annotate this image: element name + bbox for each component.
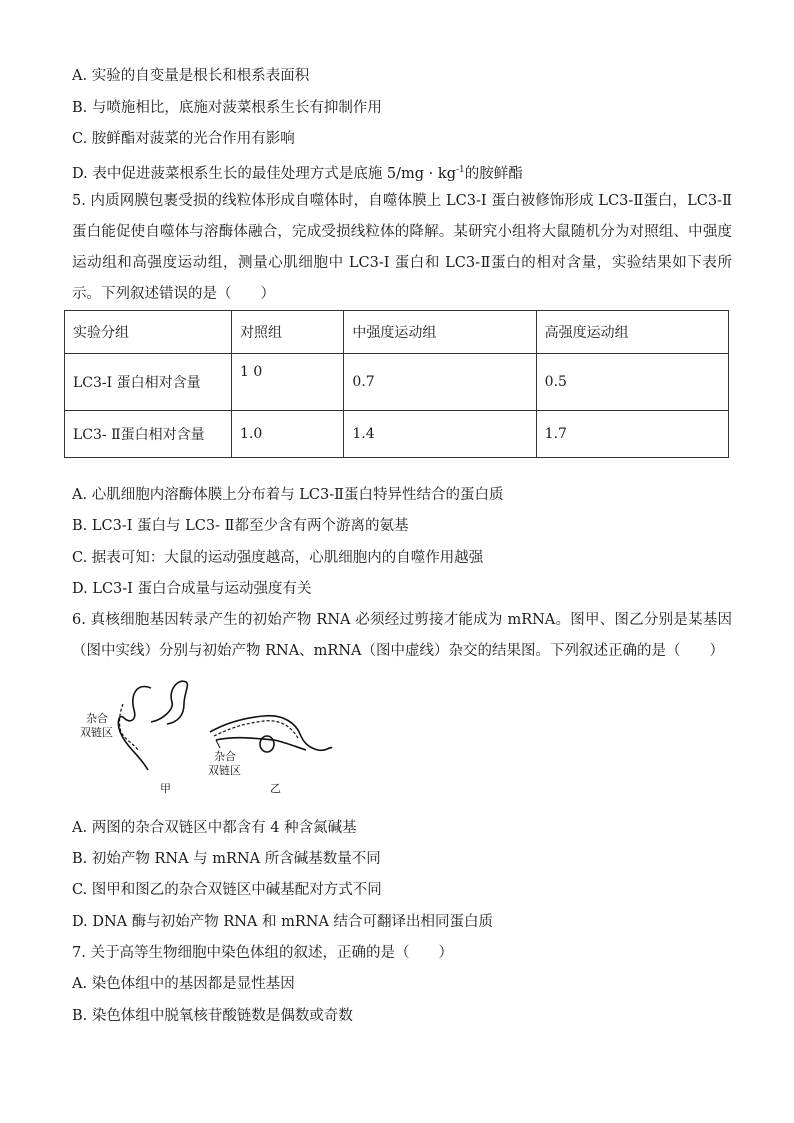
yi-gene-strand <box>210 716 332 751</box>
figure-caption-jia: 甲 <box>160 782 171 795</box>
table-cell: 1 0 <box>232 354 344 411</box>
table-cell: 0.5 <box>536 354 728 411</box>
q5-option-b: B. LC3-I 蛋白与 LC3- Ⅱ都至少含有两个游离的氨基 <box>72 518 409 534</box>
hybrid-label-jia-line1: 杂合 <box>86 712 108 725</box>
table-header-cell: 高强度运动组 <box>536 311 728 354</box>
q4-option-d-suffix: 的胺鲜酯 <box>464 165 523 182</box>
hybridization-diagram <box>74 676 344 796</box>
table-header-cell: 实验分组 <box>65 311 232 354</box>
hybridization-figure <box>74 676 344 796</box>
jia-rna-strand <box>120 704 138 750</box>
q4-option-d-text: D. 表中促进菠菜根系生长的最佳处理方式是底施 5/mg · kg <box>72 165 456 182</box>
table-cell: 1.4 <box>344 411 536 458</box>
table-row <box>65 354 729 411</box>
yi-loop <box>260 736 274 752</box>
hybrid-label-yi-line2: 双链区 <box>208 764 241 777</box>
q5-results-table <box>64 310 729 458</box>
figure-caption-yi: 乙 <box>270 782 281 795</box>
table-row <box>65 411 729 458</box>
q6-stem: 6. 真核细胞基因转录产生的初始产物 RNA 必须经过剪接才能成为 mRNA。图甲、图乙分别是某基因（图中实线）分别与初始产物 RNA、mRNA（图中虚线）杂交的结果图。下列叙述正确的是（ ） <box>72 612 732 659</box>
q4-option-d <box>72 160 523 184</box>
hybrid-pointer-yi <box>216 740 220 748</box>
q6-option-a: A. 两图的杂合双链区中都含有 4 种含氮碱基 <box>72 820 357 836</box>
jia-gene-strand <box>118 687 151 770</box>
q6-option-d: D. DNA 酶与初始产物 RNA 和 mRNA 结合可翻译出相同蛋白质 <box>72 914 494 930</box>
table-header-cell: 对照组 <box>232 311 344 354</box>
q6-option-b: B. 初始产物 RNA 与 mRNA 所含碱基数量不同 <box>72 851 381 867</box>
q7-option-b: B. 染色体组中脱氧核苷酸链数是偶数或奇数 <box>72 1008 353 1024</box>
q6-option-c: C. 图甲和图乙的杂合双链区中碱基配对方式不同 <box>72 882 382 898</box>
q4-option-c: C. 胺鲜酯对菠菜的光合作用有影响 <box>72 131 295 147</box>
table-cell: 1.7 <box>536 411 728 458</box>
q5-option-c: C. 据表可知：大鼠的运动强度越高，心肌细胞内的自噬作用越强 <box>72 550 484 566</box>
table-cell: LC3- Ⅱ蛋白相对含量 <box>65 411 232 458</box>
table-header-cell: 中强度运动组 <box>344 311 536 354</box>
q5-option-a: A. 心肌细胞内溶酶体膜上分布着与 LC3-Ⅱ蛋白特异性结合的蛋白质 <box>72 487 504 503</box>
q4-option-d-superscript: -1 <box>455 165 465 175</box>
q4-option-a: A. 实验的自变量是根长和根系表面积 <box>72 68 310 84</box>
q7-stem: 7. 关于高等生物细胞中染色体组的叙述，正确的是（ ） <box>72 945 453 961</box>
table-cell: LC3-I 蛋白相对含量 <box>65 354 232 411</box>
q4-option-b: B. 与喷施相比，底施对菠菜根系生长有抑制作用 <box>72 100 382 116</box>
jia-intron-loop <box>151 681 187 724</box>
q7-option-a: A. 染色体组中的基因都是显性基因 <box>72 976 295 992</box>
hybrid-label-jia-line2: 双链区 <box>80 726 113 739</box>
table-cell: 0.7 <box>344 354 536 411</box>
q5-option-d: D. LC3-I 蛋白合成量与运动强度有关 <box>72 581 312 597</box>
yi-rna-strand <box>214 721 298 738</box>
q5-stem: 5. 内质网膜包裹受损的线粒体形成自噬体时，自噬体膜上 LC3-I 蛋白被修饰形成 LC3-Ⅱ蛋白，LC3-Ⅱ蛋白能促使自噬体与溶酶体融合，完成受损线粒体的降解。某研究小组将大鼠随机分为对照组、中强度运动组和高强度运动组，测量心肌细胞中 LC3-I 蛋白和 LC3-Ⅱ蛋白的相对含量，实验结果如下表所示。下列叙述错误的是（ ） <box>72 193 732 302</box>
table-cell: 1.0 <box>232 411 344 458</box>
hybrid-label-yi-line1: 杂合 <box>214 750 236 763</box>
table-header-row <box>65 311 729 354</box>
